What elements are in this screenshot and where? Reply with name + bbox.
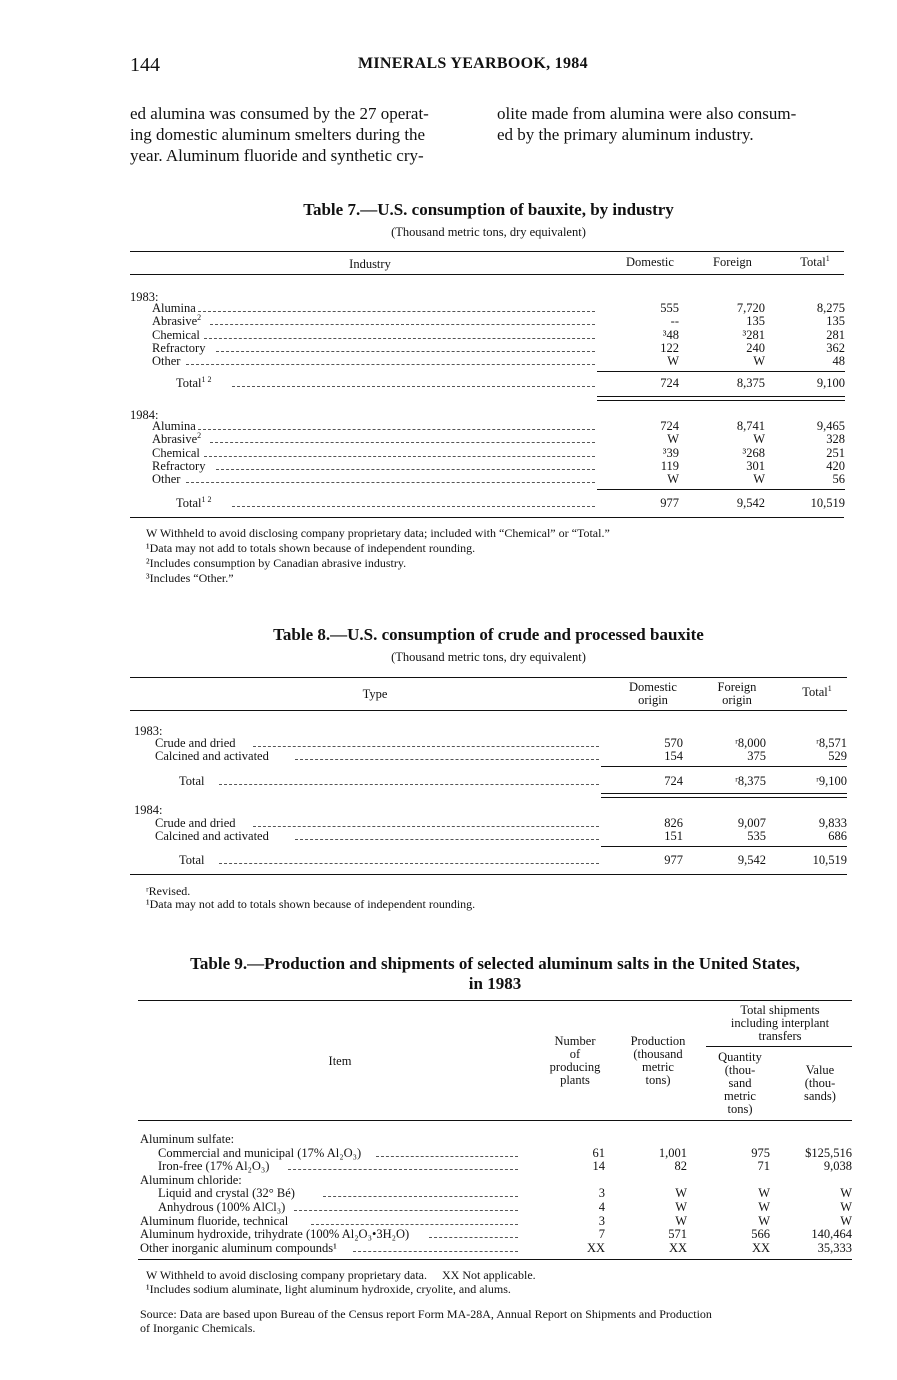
row-label <box>140 1215 288 1228</box>
production-value: 82 <box>674 1159 687 1174</box>
value-value: 140,464 <box>811 1227 852 1242</box>
table8-top-rule <box>130 677 847 678</box>
total-value: ʳ8,571 <box>816 736 847 750</box>
leader-dots <box>429 1237 518 1238</box>
table9-header-shipments <box>705 1004 855 1043</box>
row-label <box>179 775 205 788</box>
row-label <box>140 1174 242 1187</box>
header-line: (thousand <box>633 1047 683 1061</box>
footnote-ref: 2 <box>197 431 202 441</box>
leader-dots <box>311 1224 518 1225</box>
table-row <box>155 830 847 843</box>
table9-header-production <box>618 1035 698 1087</box>
domestic-value: W <box>667 354 679 369</box>
header-line: (thou- <box>804 1076 836 1090</box>
title-line: in 1983 <box>468 974 522 993</box>
leader-dots <box>288 1169 518 1170</box>
label-text: Commercial and municipal (17% Al₂O₃) <box>158 1145 362 1160</box>
label-text: Chemical <box>152 445 200 460</box>
table9-shipments-rule <box>706 1046 852 1047</box>
foreign-value: 135 <box>746 314 765 329</box>
value-value: $125,516 <box>805 1145 852 1160</box>
foreign-value: 7,720 <box>736 301 765 315</box>
quantity-value: W <box>758 1200 770 1214</box>
label-text: Other inorganic aluminum compounds¹ <box>140 1240 337 1255</box>
domestic-value: -- <box>670 314 679 329</box>
header-line: metric <box>642 1060 674 1074</box>
table-total-row <box>179 775 847 788</box>
table-row <box>152 302 847 315</box>
table8-total-rule <box>601 797 847 798</box>
label-text: Total <box>176 496 202 510</box>
table7-subtotal-rule <box>597 371 845 372</box>
row-label <box>152 315 201 328</box>
table-total-row <box>176 494 847 510</box>
domestic-value: 154 <box>664 749 683 764</box>
table-row <box>158 1201 852 1214</box>
domestic-value: 122 <box>660 340 679 355</box>
table-row <box>155 817 847 830</box>
plants-value: XX <box>586 1240 605 1255</box>
leader-dots <box>376 1156 518 1157</box>
row-label <box>152 355 180 368</box>
production-value: W <box>675 1200 687 1214</box>
table7-header-industry: Industry <box>349 257 391 271</box>
total-value: 48 <box>832 354 845 369</box>
total-value: 362 <box>826 340 845 355</box>
plants-value: 3 <box>598 1213 605 1228</box>
leader-dots <box>204 338 595 339</box>
table8-footnote: ʳRevised. <box>146 884 191 898</box>
row-label <box>179 854 205 867</box>
quantity-value: W <box>758 1186 770 1201</box>
footnote-ref: 1 <box>827 683 832 693</box>
header-line: Foreign <box>717 680 757 694</box>
total-value: 9,100 <box>816 376 845 390</box>
table-row <box>152 420 847 433</box>
row-label <box>152 329 200 342</box>
row-label <box>152 460 205 473</box>
header-line: origin <box>722 693 752 707</box>
table-row <box>140 1215 852 1228</box>
table-row <box>152 315 847 328</box>
table8-header-type: Type <box>362 687 388 701</box>
header-text: Total <box>800 255 826 269</box>
header-line: sand <box>728 1076 752 1090</box>
label-text: Aluminum hydroxide, trihydrate (100% Al₂O₃•3H₂O) <box>140 1227 410 1242</box>
leader-dots <box>216 469 595 470</box>
table8-header-foreign <box>698 681 776 707</box>
row-label <box>155 750 269 763</box>
quantity-value: W <box>758 1213 770 1228</box>
plants-value: 7 <box>598 1227 605 1242</box>
label-text: Anhydrous (100% AlCl₃) <box>158 1200 286 1214</box>
table7-header-foreign: Foreign <box>713 255 752 269</box>
table7-header-domestic: Domestic <box>626 255 674 269</box>
label-text: Other <box>152 472 181 487</box>
table7-subtitle: (Thousand metric tons, dry equivalent) <box>391 225 586 239</box>
row-label <box>152 473 180 486</box>
table9-bottom-rule <box>138 1259 852 1260</box>
table9-header-item: Item <box>328 1054 352 1068</box>
table7-year-1983: 1983: <box>130 290 159 304</box>
intro-line: year. Aluminum fluoride and synthetic cry- <box>130 146 424 165</box>
table9-title <box>130 954 860 994</box>
leader-dots <box>353 1251 519 1252</box>
row-label <box>155 737 236 750</box>
row-label <box>140 1242 337 1255</box>
table9-header-plants <box>535 1035 615 1087</box>
table-total-row <box>179 854 847 867</box>
foreign-value: W <box>753 432 765 447</box>
row-label <box>158 1160 269 1173</box>
domestic-value: 570 <box>664 736 683 750</box>
header-line: Value <box>805 1063 835 1077</box>
table7-footnote: ²Includes consumption by Canadian abrasive industry. <box>146 556 407 570</box>
table7-total-rule <box>597 396 845 397</box>
header-line: tons) <box>645 1073 671 1087</box>
quantity-value: 566 <box>751 1227 770 1242</box>
foreign-value: ʳ8,375 <box>735 774 766 788</box>
total-value: 10,519 <box>812 853 847 867</box>
header-line: (thou- <box>724 1063 756 1077</box>
label-text: Total <box>179 853 205 867</box>
row-label <box>152 433 201 446</box>
table7-header-total <box>780 253 850 269</box>
table-row <box>155 750 847 763</box>
table-row <box>155 737 847 750</box>
leader-dots <box>253 826 599 827</box>
intro-line: ed by the primary aluminum industry. <box>497 125 754 144</box>
domestic-value: 977 <box>660 496 679 510</box>
total-value: 328 <box>826 432 845 447</box>
page-number: 144 <box>130 54 160 76</box>
label-text: Refractory <box>152 458 206 473</box>
header-line: sands) <box>804 1089 836 1103</box>
total-value: 10,519 <box>810 496 845 510</box>
table-row <box>152 355 847 368</box>
running-head: MINERALS YEARBOOK, 1984 <box>358 55 588 72</box>
plants-value: 4 <box>598 1200 605 1214</box>
total-value: 529 <box>828 749 847 764</box>
production-value: W <box>675 1213 687 1228</box>
leader-dots <box>294 1210 518 1211</box>
label-text: Total <box>176 376 202 390</box>
leader-dots <box>323 1196 518 1197</box>
table7-bottom-rule <box>130 517 844 518</box>
value-value: 9,038 <box>823 1159 852 1174</box>
label-text: Aluminum chloride: <box>140 1172 242 1187</box>
label-text: Calcined and activated <box>155 829 269 844</box>
quantity-value: 975 <box>751 1145 770 1160</box>
plants-value: 3 <box>598 1186 605 1201</box>
leader-dots <box>253 746 599 747</box>
foreign-value: ³281 <box>742 327 765 342</box>
table8-subtotal-rule <box>601 846 847 847</box>
table-row <box>140 1133 852 1146</box>
foreign-value: 9,542 <box>737 853 766 867</box>
total-value: 9,833 <box>818 816 847 830</box>
intro-line: ing domestic aluminum smelters during the <box>130 125 426 144</box>
table-row <box>158 1187 852 1200</box>
label-text: Abrasive <box>152 314 198 329</box>
total-value: 135 <box>826 314 845 329</box>
label-text: Alumina <box>152 301 196 315</box>
leader-dots <box>232 506 595 507</box>
foreign-value: 375 <box>747 749 766 764</box>
leader-dots <box>295 759 599 760</box>
plants-value: 14 <box>592 1159 605 1174</box>
domestic-value: 724 <box>660 419 679 433</box>
production-value: W <box>675 1186 687 1201</box>
foreign-value: 535 <box>747 829 766 844</box>
leader-dots <box>210 442 595 443</box>
leader-dots <box>210 324 595 325</box>
label-text: Aluminum fluoride, technical <box>140 1213 289 1228</box>
intro-right-column <box>497 103 857 145</box>
header-text: Total <box>802 685 828 699</box>
header-line: Production <box>630 1034 686 1048</box>
label-text: Crude and dried <box>155 816 236 830</box>
plants-value: 61 <box>592 1145 605 1160</box>
header-line: Total shipments <box>740 1003 820 1017</box>
table-row <box>152 342 847 355</box>
domestic-value: 977 <box>664 853 683 867</box>
row-label <box>155 817 236 830</box>
table8-year-1984: 1984: <box>134 803 163 817</box>
leader-dots <box>232 386 595 387</box>
table7-footnote: W Withheld to avoid disclosing company proprietary data; included with “Chemical” or “Total.” <box>146 526 610 540</box>
table8-header-domestic <box>610 681 696 707</box>
domestic-value: 724 <box>664 774 683 788</box>
table-row <box>140 1242 852 1255</box>
table8-title: Table 8.—U.S. consumption of crude and processed bauxite <box>273 625 704 644</box>
row-label <box>152 342 205 355</box>
table9-header-rule <box>138 1120 852 1121</box>
quantity-value: XX <box>751 1240 770 1255</box>
label-text: Calcined and activated <box>155 749 269 764</box>
label-text: Refractory <box>152 340 206 355</box>
total-value: 56 <box>832 472 845 487</box>
header-line: including interplant <box>730 1016 830 1030</box>
total-value: 420 <box>826 458 845 473</box>
table8-subtitle: (Thousand metric tons, dry equivalent) <box>391 650 586 664</box>
intro-left-column <box>130 103 482 166</box>
label-text: Iron-free (17% Al₂O₃) <box>158 1159 270 1174</box>
value-value: W <box>840 1186 852 1201</box>
domestic-value: 151 <box>664 829 683 844</box>
value-value: W <box>840 1200 852 1214</box>
table7-subtotal-rule <box>597 489 845 490</box>
label-text: Crude and dried <box>155 736 236 750</box>
domestic-value: W <box>667 472 679 487</box>
footnote-ref: 2 <box>197 313 202 323</box>
total-value: 8,275 <box>816 301 845 315</box>
header-line: Quantity <box>718 1050 762 1064</box>
row-label <box>152 447 200 460</box>
foreign-value: 301 <box>746 458 765 473</box>
table8-total-rule <box>601 793 847 794</box>
leader-dots <box>204 456 595 457</box>
table8-header-rule <box>130 710 847 711</box>
leader-dots <box>295 839 599 840</box>
foreign-value: ³268 <box>742 445 765 460</box>
value-value: 35,333 <box>817 1240 852 1255</box>
source-line: Source: Data are based upon Bureau of the Census report Form MA-28A, Annual Report on Shipments and Production <box>140 1307 712 1321</box>
value-value: W <box>840 1213 852 1228</box>
domestic-value: ³48 <box>662 327 679 342</box>
row-label <box>140 1133 234 1146</box>
total-value: 9,465 <box>816 419 845 433</box>
label-text: Other <box>152 354 181 369</box>
title-line: Table 9.—Production and shipments of selected aluminum salts in the United States, <box>190 954 800 973</box>
total-value: 251 <box>826 445 845 460</box>
table8-footnote: ¹Data may not add to totals shown because of independent rounding. <box>146 897 476 911</box>
row-label <box>158 1187 295 1200</box>
foreign-value: 8,375 <box>736 376 765 390</box>
footnote-ref: 1 <box>825 253 830 263</box>
table9-source <box>140 1307 712 1335</box>
label-text: Aluminum sulfate: <box>140 1132 235 1146</box>
table7-year-1984: 1984: <box>130 408 159 422</box>
table8-bottom-rule <box>130 874 847 875</box>
header-line: transfers <box>758 1029 802 1043</box>
table9-footnote: ¹Includes sodium aluminate, light aluminum hydroxide, cryolite, and alums. <box>146 1282 511 1296</box>
label-text: Alumina <box>152 419 196 433</box>
table-row <box>158 1160 852 1173</box>
header-line: metric <box>724 1089 756 1103</box>
foreign-value: ʳ8,000 <box>735 736 766 750</box>
foreign-value: 240 <box>746 340 765 355</box>
table-row <box>152 473 847 486</box>
table8-subtotal-rule <box>601 766 847 767</box>
leader-dots <box>186 364 595 365</box>
label-text: Chemical <box>152 327 200 342</box>
table9-top-rule <box>138 1000 852 1001</box>
intro-line: ed alumina was consumed by the 27 operat- <box>130 104 429 123</box>
production-value: 1,001 <box>658 1145 687 1160</box>
table8-year-1983: 1983: <box>134 724 163 738</box>
footnote-ref: 1 2 <box>201 494 212 504</box>
domestic-value: W <box>667 432 679 447</box>
domestic-value: 724 <box>660 376 679 390</box>
row-label <box>176 494 212 510</box>
quantity-value: 71 <box>757 1159 770 1174</box>
table7-header-rule <box>130 274 844 275</box>
label-text: Abrasive <box>152 432 198 447</box>
row-label <box>158 1201 285 1214</box>
label-text: Liquid and crystal (32° Bé) <box>158 1186 295 1201</box>
leader-dots <box>198 311 595 312</box>
table9-header-quantity <box>705 1051 775 1116</box>
foreign-value: 9,542 <box>736 496 765 510</box>
domestic-value: ³39 <box>662 445 679 460</box>
row-label <box>176 374 212 390</box>
row-label <box>155 830 269 843</box>
total-value: 686 <box>828 829 847 844</box>
table9-footnote: W Withheld to avoid disclosing company proprietary data. XX Not applicable. <box>146 1268 536 1282</box>
table-row <box>152 447 847 460</box>
leader-dots <box>216 351 595 352</box>
table-total-row <box>176 374 847 390</box>
total-value: ʳ9,100 <box>816 774 847 788</box>
table-row <box>152 433 847 446</box>
header-line: Domestic <box>629 680 677 694</box>
table7-footnote: ³Includes “Other.” <box>146 571 234 585</box>
table9-header-value <box>785 1064 855 1103</box>
foreign-value: W <box>753 354 765 369</box>
leader-dots <box>198 429 595 430</box>
header-line: tons) <box>727 1102 753 1116</box>
foreign-value: 9,007 <box>737 816 766 830</box>
header-line: Number <box>554 1034 596 1048</box>
header-line: producing <box>549 1060 601 1074</box>
table7-title: Table 7.—U.S. consumption of bauxite, by industry <box>303 200 674 219</box>
production-value: XX <box>668 1240 687 1255</box>
domestic-value: 555 <box>660 301 679 315</box>
total-value: 281 <box>826 327 845 342</box>
domestic-value: 826 <box>664 816 683 830</box>
table-row <box>152 329 847 342</box>
foreign-value: W <box>753 472 765 487</box>
table8-header-total <box>782 683 852 699</box>
table-row <box>158 1147 852 1160</box>
table7-footnote: ¹Data may not add to totals shown because of independent rounding. <box>146 541 476 555</box>
domestic-value: 119 <box>660 458 679 473</box>
production-value: 571 <box>668 1227 687 1242</box>
table-row <box>152 460 847 473</box>
header-line: origin <box>638 693 668 707</box>
table-row <box>140 1228 852 1241</box>
leader-dots <box>219 784 599 785</box>
label-text: Total <box>179 774 205 788</box>
table7-total-rule <box>597 400 845 401</box>
leader-dots <box>186 482 595 483</box>
header-line: plants <box>560 1073 590 1087</box>
table7-top-rule <box>130 251 844 252</box>
intro-line: olite made from alumina were also consum- <box>497 104 797 123</box>
row-label <box>140 1228 409 1241</box>
header-line: of <box>569 1047 581 1061</box>
foreign-value: 8,741 <box>736 419 765 433</box>
leader-dots <box>219 863 599 864</box>
row-label <box>158 1147 361 1160</box>
source-line: of Inorganic Chemicals. <box>140 1321 256 1335</box>
table-row <box>140 1174 852 1187</box>
footnote-ref: 1 2 <box>201 374 212 384</box>
